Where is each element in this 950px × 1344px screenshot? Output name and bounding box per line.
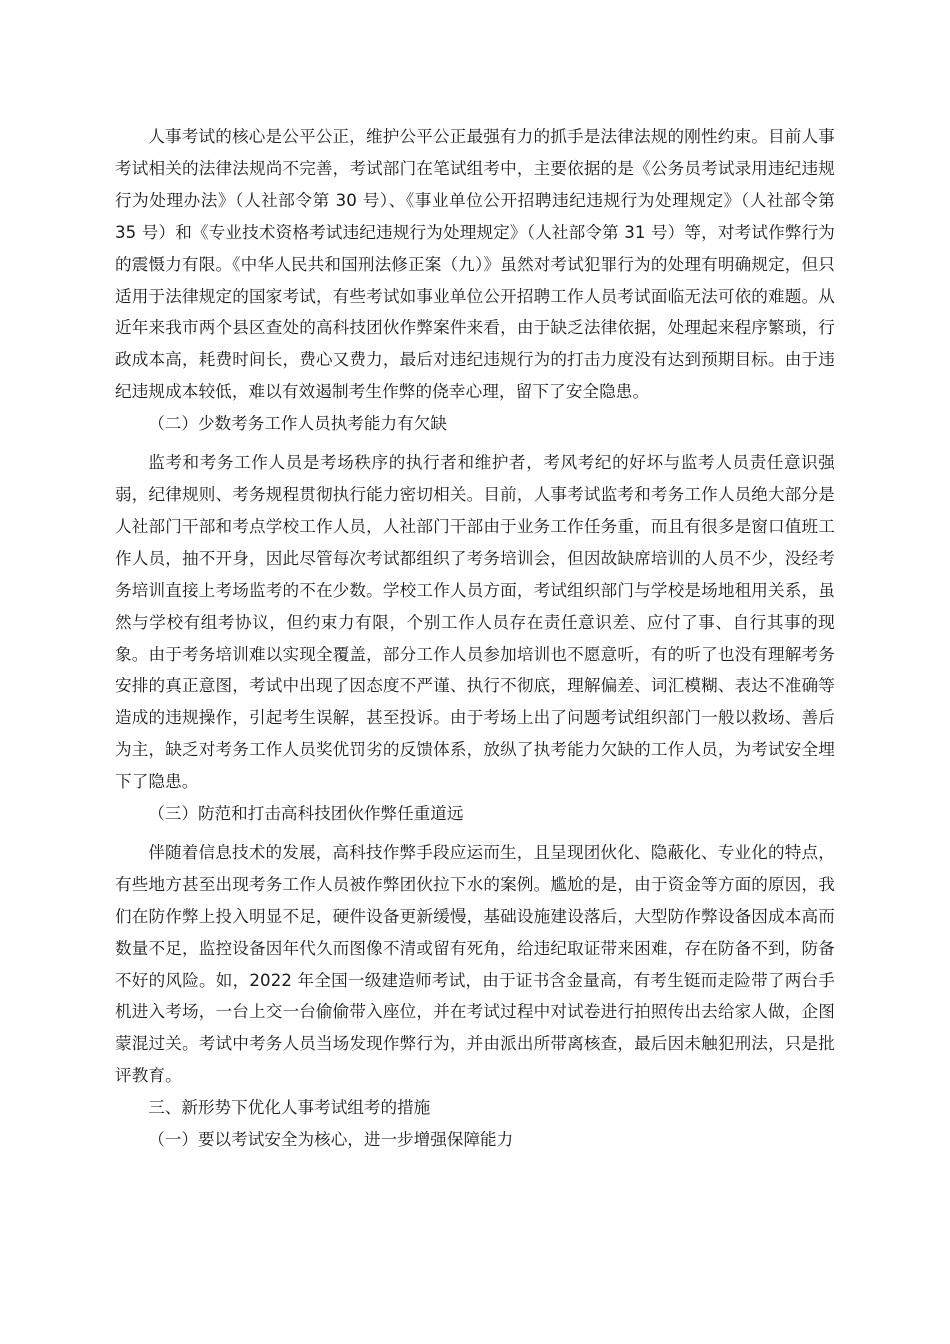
- heading-staff-capability: （二）少数考务工作人员执考能力有欠缺: [148, 414, 447, 434]
- paragraph-hightech-cheating: 伴随着信息技术的发展，高科技作弊手段应运而生，且呈现团伙化、隐蔽化、专业化的特点，有些地方甚至出现考务工作人员被作弊团伙拉下水的案例。尴尬的是，由于资金等方面的原因，我们在防作弊上投入明显不足，硬件设备更新缓慢，基础设施建设落后，大型防作弊设备因成本高而数量不足，监控设备因年代久而图像不清或留有死角，给违纪取证带来困难，存在防备不到，防备不好的风险。如，2022 年全国一级建造师考试，由于证书含金量高，有考生铤而走险带了两台手机进入考场，一台上交一台偷偷带入座位，并在考试过程中对试卷进行拍照传出去给家人做，企图蒙混过关。考试中考务人员当场发现作弊行为，并由派出所带离核查，最后因未触犯刑法，只是批评教育。: [115, 842, 835, 1086]
- paragraph-staff-capability: 监考和考务工作人员是考场秩序的执行者和维护者，考风考纪的好坏与监考人员责任意识强弱，纪律规则、考务规程贯彻执行能力密切相关。目前，人事考试监考和考务工作人员绝大部分是人社部门干部和考点学校工作人员，人社部门干部由于业务工作任务重，而且有很多是窗口值班工作人员，抽不开身，因此尽管每次考试都组织了考务培训会，但因故缺席培训的人员不少，没经考务培训直接上考场监考的不在少数。学校工作人员方面，考试组织部门与学校是场地租用关系，虽然与学校有组考协议，但约束力有限，个别工作人员存在责任意识差、应付了事、自行其事的现象。由于考务培训难以实现全覆盖，部分工作人员参加培训也不愿意听，有的听了也没有理解考务安排的真正意图，考试中出现了因态度不严谨、执行不彻底，理解偏差、词汇模糊、表达不准确等造成的违规操作，引起考生误解，甚至投诉。由于考场上出了问题考试组织部门一般以救场、善后为主，缺乏对考务工作人员奖优罚劣的反馈体系，放纵了执考能力欠缺的工作人员，为考试安全埋下了隐患。: [115, 453, 835, 792]
- subheading-exam-security: （一）要以考试安全为核心，进一步增强保障能力: [148, 1130, 514, 1150]
- document-body: [115, 121, 835, 1156]
- heading-hightech-cheating: （三）防范和打击高科技团伙作弊任重道远: [148, 804, 464, 824]
- section-heading-measures: 三、新形势下优化人事考试组考的措施: [148, 1098, 431, 1118]
- paragraph-legal-basis: 人事考试的核心是公平公正，维护公平公正最强有力的抓手是法律法规的刚性约束。目前人事考试相关的法律法规尚不完善，考试部门在笔试组考中，主要依据的是《公务员考试录用违纪违规行为处理办法》（人社部令第 30 号）、《事业单位公开招聘违纪违规行为处理规定》（人社部令第 35 号）和《专业技术资格考试违纪违规行为处理规定》（人社部令第 31 号）等，对考试作弊行为的震慑力有限。《中华人民共和国刑法修正案（九）》虽然对考试犯罪行为的处理有明确规定，但只适用于法律规定的国家考试，有些考试如事业单位公开招聘工作人员考试面临无法可依的难题。从近年来我市两个县区查处的高科技团伙作弊案件来看，由于缺乏法律依据，处理起来程序繁琐，行政成本高，耗费时间长，费心又费力，最后对违纪违规行为的打击力度没有达到预期目标。由于违纪违规成本较低，难以有效遏制考生作弊的侥幸心理，留下了安全隐患。: [115, 127, 835, 402]
